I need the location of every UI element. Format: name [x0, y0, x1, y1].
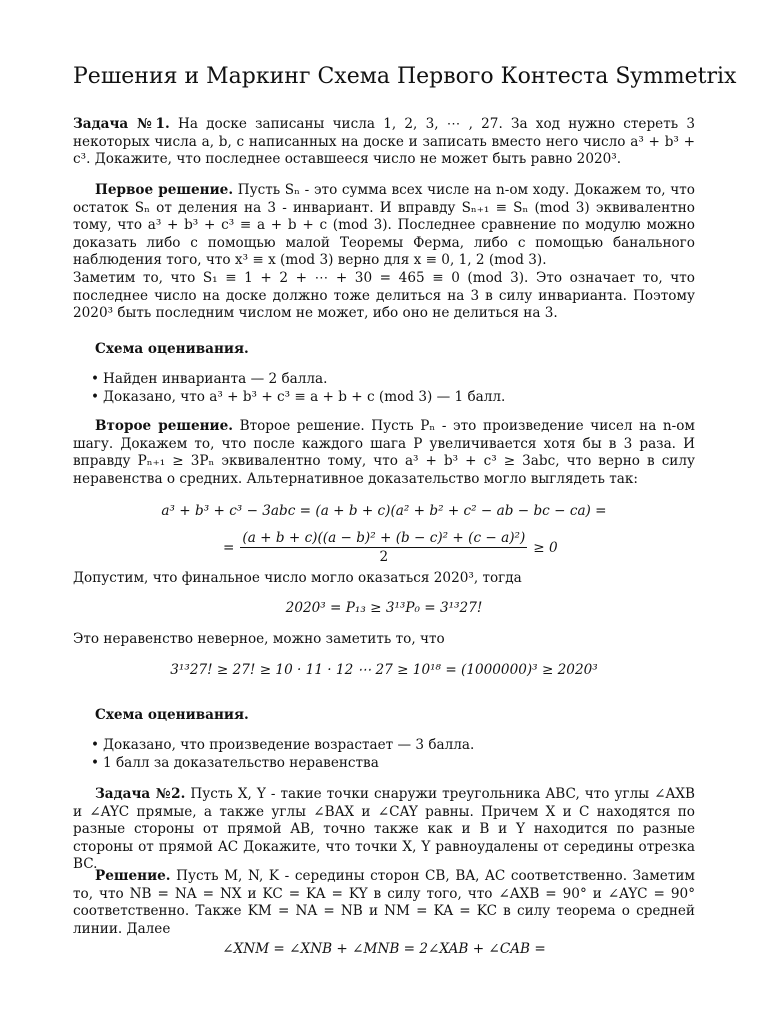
solution-1-text: Пусть Sₙ - это сумма всех числе на n-ом ходу. Докажем то, что остаток Sₙ от деления на 3 - инвариант. И вправду Sₙ₊₁ ≡ Sₙ (mod 3) эквивалентно тому, что a³ + b³ + c³ ≡ a + b + c (mod 3). Последнее сравнение по модулю можно доказать либо с помощью малой Теоремы Ферма, либо с помощью банального наблюдения того, что x³ ≡ x (mod 3) верно для x ≡ 0, 1, 2 (mod 3). — [73, 182, 695, 268]
list-item: • Доказано, что произведение возрастает — 3 балла. — [73, 736, 695, 754]
solution-2-continued-2: Это неравенство неверное, можно заметить то, что — [73, 631, 445, 647]
grading-1-heading: Схема оценивания. — [95, 341, 249, 357]
problem-2-label: Задача №2. — [95, 786, 186, 802]
solution-1-continued: Заметим то, что S₁ ≡ 1 + 2 + ⋯ + 30 = 465 ≡ 0 (mod 3). Это означает то, что последнее число на доске должно тоже делиться на 3 в силу инварианта. Поэтому 2020³ быть последним числом не может, ибо оно не делиться на 3. — [73, 270, 695, 321]
fraction — [240, 530, 527, 565]
equation-2 — [223, 530, 558, 565]
grading-2-heading: Схема оценивания. — [95, 707, 249, 723]
equation-5: ∠XNM = ∠XNB + ∠MNB = 2∠XAB + ∠CAB = — [222, 941, 546, 957]
problem-2-text: Пусть X, Y - такие точки снаружи треугольника ABC, что углы ∠AXB и ∠AYC прямые, а также углы ∠BAX и ∠CAY равны. Причем X и C находятся по разные стороны от прямой AB, точно также как и B и Y находится по разные стороны от прямой AC Докажите, что точки X, Y равноудалены от середины отрезка BC. — [73, 786, 695, 872]
fraction-numerator: (a + b + c)((a − b)² + (b − c)² + (c − a)²) — [242, 530, 526, 546]
equation-4: 3¹³27! ≥ 27! ≥ 10 · 11 · 12 ⋯ 27 ≥ 10¹⁸ = (1000000)³ ≥ 2020³ — [170, 662, 598, 678]
list-item: • Доказано, что a³ + b³ + c³ ≡ a + b + c (mod 3) — 1 балл. — [73, 388, 695, 406]
list-item: • Найден инварианта — 2 балла. — [73, 370, 695, 388]
solution-2-continued: Допустим, что финальное число могло оказаться 2020³, тогда — [73, 570, 522, 586]
grading-2-list — [73, 736, 695, 772]
grading-1-list — [73, 370, 695, 406]
solution-1-label: Первое решение. — [95, 182, 234, 198]
problem-1 — [73, 116, 695, 169]
solution-3-text: Пусть M, N, K - середины сторон CB, BA, AC соответственно. Заметим то, что NB = NA = NX и KC = KA = KY в силу того, что ∠AXB = 90° и ∠AYC = 90° соответственно. Также KM = NA = NB и NM = KA = KC в силу теорема о средней линии. Далее — [73, 868, 695, 937]
list-item: • 1 балл за доказательство неравенства — [73, 754, 695, 772]
solution-3-label: Решение. — [95, 868, 171, 884]
equation-2-prefix: = — [223, 539, 235, 556]
equation-3: 2020³ = P₁₃ ≥ 3¹³P₀ = 3¹³27! — [285, 600, 483, 616]
solution-1 — [73, 182, 695, 270]
solution-3 — [73, 868, 695, 938]
equation-1: a³ + b³ + c³ − 3abc = (a + b + c)(a² + b² + c² − ab − bc − ca) = — [161, 503, 607, 519]
solution-2 — [73, 418, 695, 488]
equation-2-suffix: ≥ 0 — [533, 539, 558, 556]
fraction-denominator: 2 — [379, 549, 389, 565]
solution-2-label: Второе решение. — [95, 418, 234, 434]
problem-1-text: На доске записаны числа 1, 2, 3, ⋯ , 27. За ход нужно стереть 3 некоторых числа a, b, c написанных на доске и записать вместо него число a³ + b³ + c³. Докажите, что последнее оставшееся число не может быть равно 2020³. — [73, 116, 695, 167]
problem-2 — [73, 786, 695, 874]
problem-1-label: Задача №1. — [73, 116, 170, 132]
solution-2-text: Второе решение. Пусть Pₙ - это произведение чисел на n-ом шагу. Докажем то, что после каждого шага P увеличивается хотя бы в 3 раза. И вправду Pₙ₊₁ ≥ 3Pₙ эквивалентно тому, что a³ + b³ + c³ ≥ 3abc, что верно в силу неравенства о средних. Альтернативное доказательство могло выглядеть так: — [73, 418, 695, 487]
page-title: Решения и Маркинг Схема Первого Контеста Symmetrix — [73, 64, 737, 89]
